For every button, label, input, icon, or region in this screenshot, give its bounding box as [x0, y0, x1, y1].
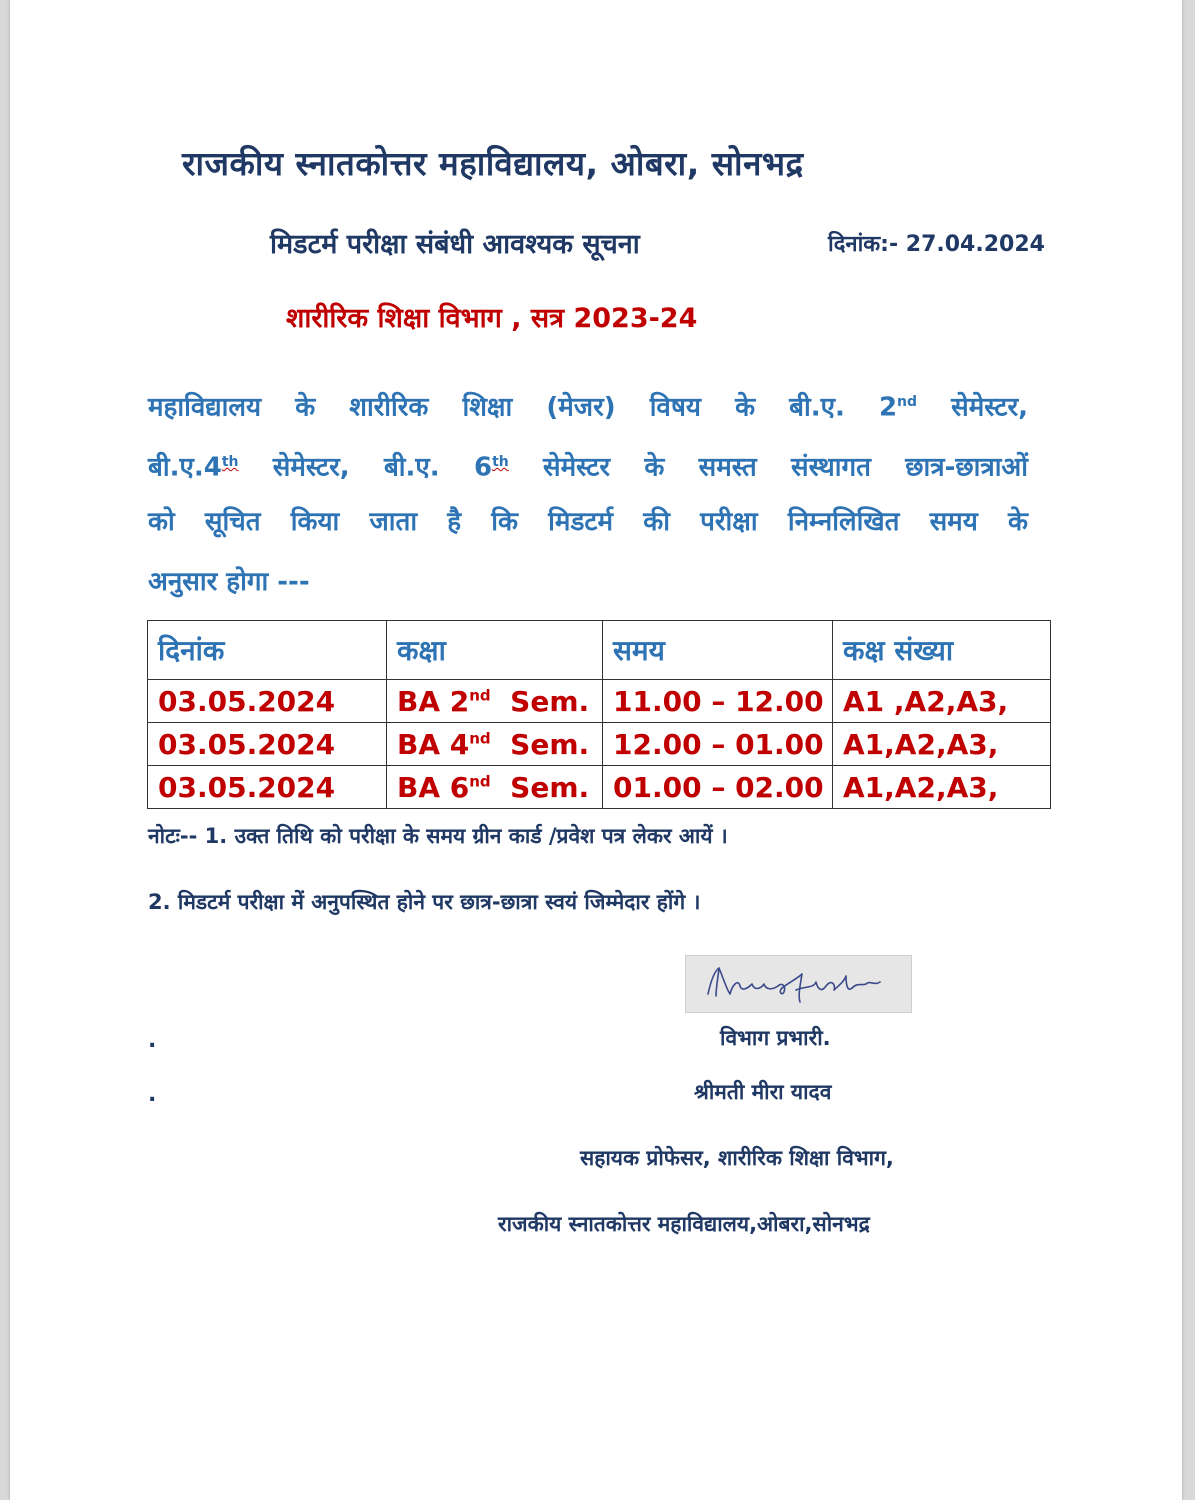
- cell-class: BA 6nd Sem.: [387, 766, 603, 809]
- cell-rooms: A1,A2,A3,: [833, 766, 1051, 809]
- notice-paragraph: [148, 372, 1028, 612]
- handwritten-signature: [685, 955, 912, 1013]
- paragraph-line-2: बी.ए.4th सेमेस्टर, बी.ए. 6th सेमेस्टर के समस्त संस्थागत छात्र-छात्राओं: [148, 452, 1028, 483]
- signatory-designation: सहायक प्रोफेसर, शारीरिक शिक्षा विभाग,: [580, 1146, 894, 1170]
- header-class: कक्षा: [387, 621, 603, 680]
- note-2: 2. मिडटर्म परीक्षा में अनुपस्थित होने पर छात्र-छात्रा स्वयं जिम्मेदार होंगे ।: [148, 890, 701, 914]
- cell-date: 03.05.2024: [148, 766, 387, 809]
- cell-class: BA 2nd Sem.: [387, 680, 603, 723]
- cell-rooms: A1 ,A2,A3,: [833, 680, 1051, 723]
- table-row: [148, 723, 1051, 766]
- paragraph-line-1: महाविद्यालय के शारीरिक शिक्षा (मेजर) विषय के बी.ए. 2nd सेमेस्टर,: [148, 392, 1028, 423]
- header-time: समय: [603, 621, 833, 680]
- table-row: [148, 680, 1051, 723]
- cell-time: 11.00 – 12.00: [603, 680, 833, 723]
- note-1: नोटः-- 1. उक्त तिथि को परीक्षा के समय ग्रीन कार्ड /प्रवेश पत्र लेकर आयें ।: [148, 824, 728, 848]
- cell-rooms: A1,A2,A3,: [833, 723, 1051, 766]
- table-row: [148, 766, 1051, 809]
- table-header-row: [148, 621, 1051, 680]
- notice-title: मिडटर्म परीक्षा संबंधी आवश्यक सूचना: [270, 229, 640, 260]
- cell-date: 03.05.2024: [148, 680, 387, 723]
- paragraph-line-3: को सूचित किया जाता है कि मिडटर्म की परीक्षा निम्नलिखित समय के: [148, 507, 1028, 537]
- signature-icon: [686, 956, 911, 1012]
- college-heading: राजकीय स्नातकोत्तर महाविद्यालय, ओबरा, सोनभद्र: [182, 144, 804, 183]
- notice-date: दिनांक:- 27.04.2024: [828, 232, 1045, 257]
- cell-time: 12.00 – 01.00: [603, 723, 833, 766]
- department-session: शारीरिक शिक्षा विभाग , सत्र 2023-24: [286, 303, 698, 334]
- dot-marker-1: .: [148, 1028, 157, 1053]
- paragraph-line-4: अनुसार होगा ---: [148, 567, 310, 597]
- cell-date: 03.05.2024: [148, 723, 387, 766]
- cell-time: 01.00 – 02.00: [603, 766, 833, 809]
- document-page: [10, 0, 1182, 1500]
- header-date: दिनांक: [148, 621, 387, 680]
- signatory-role: विभाग प्रभारी.: [720, 1026, 831, 1050]
- exam-schedule-table: [147, 620, 1051, 809]
- signatory-college: राजकीय स्नातकोत्तर महाविद्यालय,ओबरा,सोनभद्र: [498, 1212, 870, 1236]
- cell-class: BA 4nd Sem.: [387, 723, 603, 766]
- dot-marker-2: .: [148, 1082, 157, 1107]
- header-room: कक्ष संख्या: [833, 621, 1051, 680]
- signatory-name: श्रीमती मीरा यादव: [694, 1080, 832, 1104]
